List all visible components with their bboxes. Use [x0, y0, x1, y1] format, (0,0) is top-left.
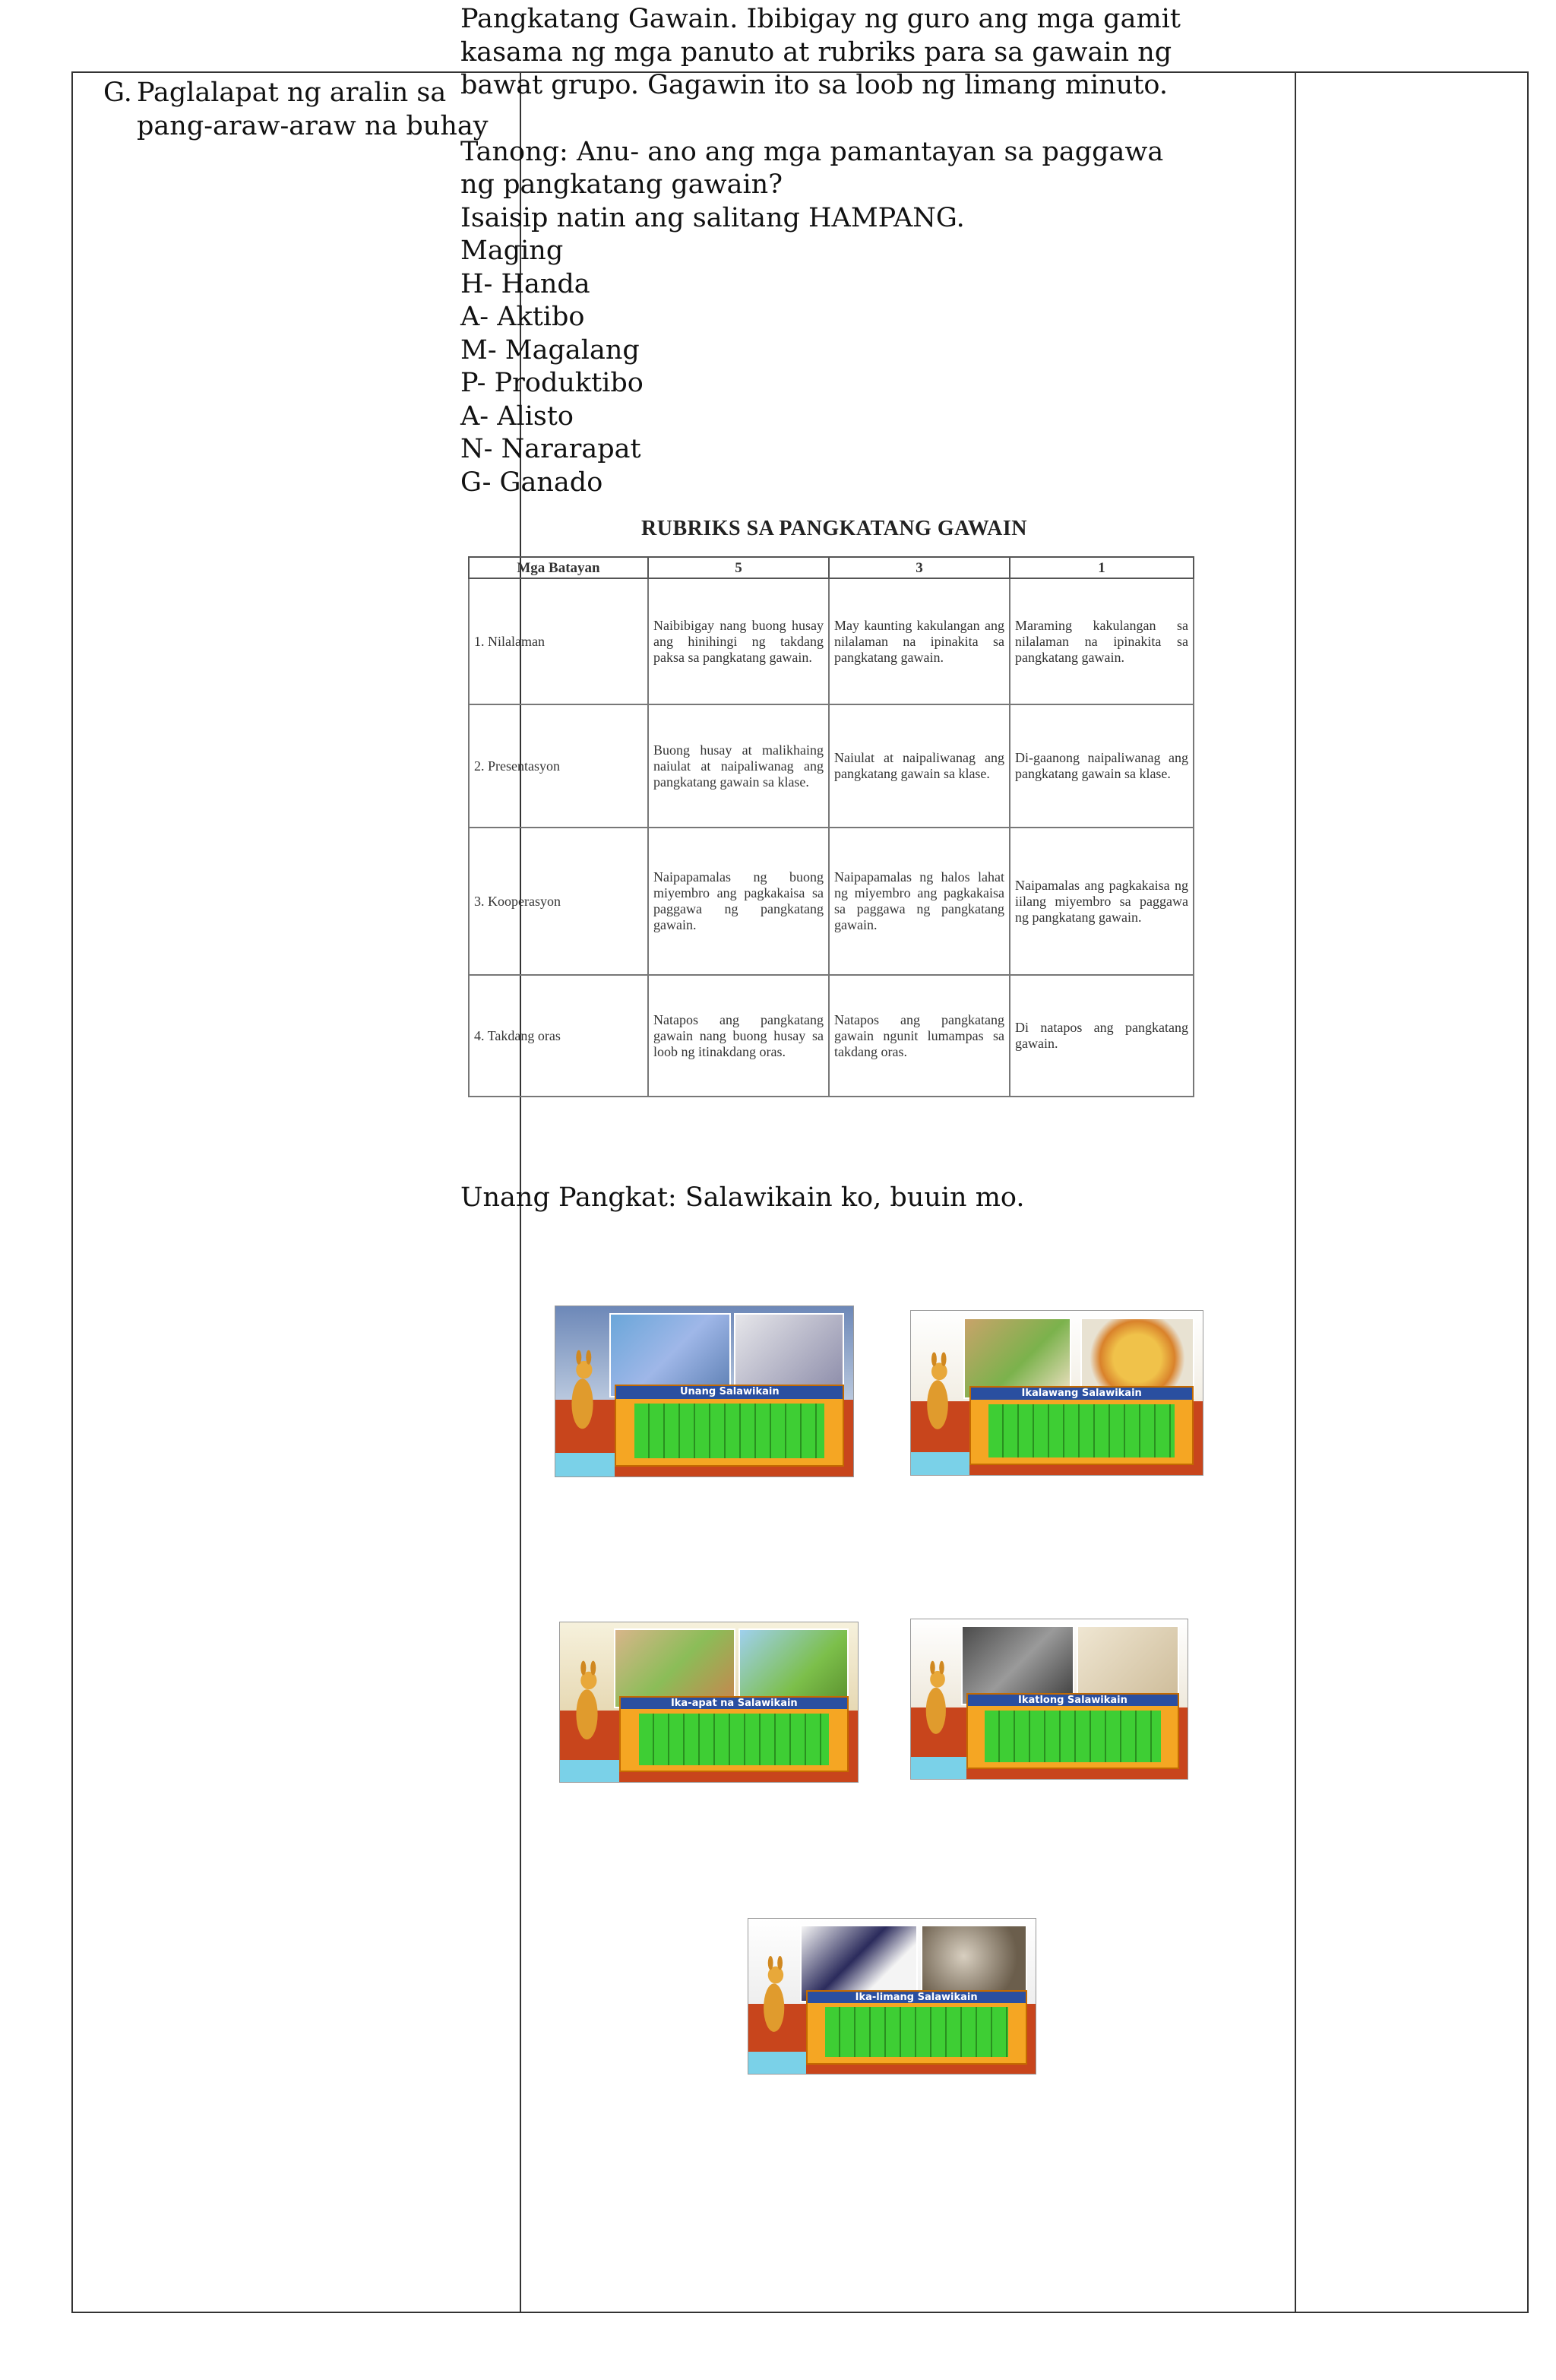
question-line: ng pangkatang gawain?: [460, 169, 783, 200]
rubric-criterion: 1. Nilalaman: [469, 578, 648, 704]
kangaroo-icon: [757, 1931, 791, 2068]
intro-line: Pangkatang Gawain. Ibibigay ng guro ang mga gamit: [460, 4, 1181, 34]
acronym-item: P- Produktibo: [460, 368, 644, 398]
rubric-cell: Naipapamalas ng halos lahat ng miyembro ang pagkakaisa sa paggawa ng pangkatang gawain.: [829, 828, 1010, 975]
rubric-header: 3: [829, 557, 1010, 578]
rubric-criterion: 3. Kooperasyon: [469, 828, 648, 975]
acronym-item: G- Ganado: [460, 467, 603, 498]
puzzle-board: [615, 1385, 844, 1467]
rubric-cell: Naiulat at naipaliwanag ang pangkatang gawain sa klase.: [829, 704, 1010, 828]
question-line: Tanong: Anu- ano ang mga pamantayan sa paggawa: [460, 136, 1164, 167]
puzzle-title: Ika-apat na Salawikain: [621, 1698, 847, 1709]
acronym-item: A- Alisto: [460, 400, 574, 432]
rubric-criterion: 2. Presentasyon: [469, 704, 648, 828]
rubric-table: [468, 556, 1194, 1097]
kangaroo-icon: [919, 1632, 953, 1773]
section-letter: G.: [103, 78, 132, 108]
rubric-cell: Naipapamalas ng buong miyembro ang pagkakaisa sa paggawa ng pangkatang gawain.: [648, 828, 829, 975]
puzzle-title: Unang Salawikain: [616, 1386, 843, 1399]
puzzle-board: [969, 1386, 1194, 1465]
rubric-cell: Naipamalas ang pagkakaisa ng iilang miyembro sa paggawa ng pangkatang gawain.: [1010, 828, 1194, 975]
rubric-row: [469, 828, 1194, 975]
question-line: Isaisip natin ang salitang HAMPANG.: [460, 202, 965, 233]
acronym-item: M- Magalang: [460, 334, 640, 366]
game-screenshot: [748, 1918, 1036, 2075]
rubric-header: Mga Batayan: [469, 557, 648, 578]
puzzle-board: [619, 1696, 849, 1773]
rubric-cell: Di natapos ang pangkatang gawain.: [1010, 975, 1194, 1097]
puzzle-title: Ikalawang Salawikain: [971, 1388, 1193, 1400]
letter-grid: [825, 2007, 1008, 2057]
kangaroo-icon: [569, 1635, 605, 1776]
acronym-item: H- Handa: [460, 268, 590, 299]
section-label: [103, 76, 514, 143]
acronym-item: A- Aktibo: [460, 302, 585, 332]
acronym-item: N- Nararapat: [460, 434, 641, 464]
intro-line: kasama ng mga panuto at rubriks para sa gawain ng: [460, 36, 1172, 68]
rubric-title: RUBRIKS SA PANGKATANG GAWAIN: [641, 517, 1027, 540]
rubric-cell: Natapos ang pangkatang gawain nang buong husay sa loob ng itinakdang oras.: [648, 975, 829, 1097]
letter-grid: [639, 1714, 829, 1765]
puzzle-board: [966, 1693, 1179, 1770]
rubric-cell: Naibibigay nang buong husay ang hinihingi ng takdang paksa sa pangkatang gawain.: [648, 578, 829, 704]
game-screenshot: [559, 1622, 859, 1783]
question-line: Maging: [460, 236, 564, 266]
kangaroo-icon: [920, 1324, 955, 1468]
letter-grid: [985, 1711, 1161, 1762]
rubric-row: [469, 975, 1194, 1097]
intro-line: bawat grupo. Gagawin ito sa loob ng limang minuto.: [460, 70, 1168, 100]
game-screenshot: [910, 1619, 1188, 1780]
letter-grid: [634, 1404, 824, 1458]
group-instruction: Unang Pangkat: Salawikain ko, buuin mo.: [460, 1182, 1025, 1213]
rubric-cell: May kaunting kakulangan ang nilalaman na ipinakita sa pangkatang gawain.: [829, 578, 1010, 704]
letter-grid: [988, 1404, 1175, 1457]
rubric-criterion: 4. Takdang oras: [469, 975, 648, 1097]
activity-content: [460, 3, 1213, 499]
rubric-cell: Maraming kakulangan sa nilalaman na ipinakita sa pangkatang gawain.: [1010, 578, 1194, 704]
rubric-cell: Natapos ang pangkatang gawain ngunit lumampas sa takdang oras.: [829, 975, 1010, 1097]
section-title-line: pang-araw-araw na buhay: [137, 111, 489, 141]
game-screenshot: [555, 1306, 854, 1477]
kangaroo-icon: [565, 1320, 600, 1470]
rubric-header: 1: [1010, 557, 1194, 578]
column-divider: [1295, 73, 1296, 2312]
rubric-header: 5: [648, 557, 829, 578]
section-title-line: Paglalapat ng aralin sa: [137, 78, 447, 108]
puzzle-board: [806, 1990, 1027, 2065]
rubric-row: [469, 704, 1194, 828]
puzzle-title: Ikatlong Salawikain: [968, 1695, 1178, 1706]
rubric-cell: Buong husay at malikhaing naiulat at naipaliwanag ang pangkatang gawain sa klase.: [648, 704, 829, 828]
puzzle-title: Ika-limang Salawikain: [808, 1992, 1026, 2003]
game-screenshot: [910, 1310, 1203, 1476]
rubric-cell: Di-gaanong naipaliwanag ang pangkatang gawain sa klase.: [1010, 704, 1194, 828]
rubric-row: [469, 578, 1194, 704]
